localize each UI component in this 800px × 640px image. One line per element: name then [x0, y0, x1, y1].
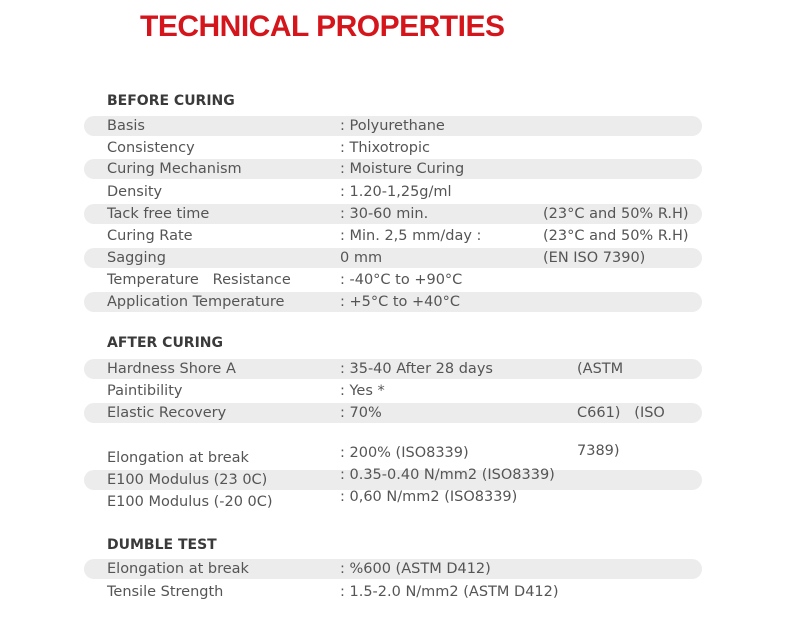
property-label: Sagging — [107, 250, 166, 266]
property-row — [84, 159, 702, 179]
section-heading-dumble-test: DUMBLE TEST — [107, 537, 217, 553]
property-label: Temperature Resistance — [107, 272, 291, 288]
property-label: Curing Mechanism — [107, 161, 242, 177]
property-value: : 35-40 After 28 days — [340, 361, 493, 377]
property-value: : Yes * — [340, 383, 385, 399]
property-row — [84, 403, 702, 423]
property-value: 0 mm — [340, 250, 383, 266]
property-note: 7389) — [577, 443, 620, 459]
property-label: Consistency — [107, 140, 195, 156]
property-row — [84, 248, 702, 268]
property-value: : -40°C to +90°C — [340, 272, 463, 288]
property-value: : Moisture Curing — [340, 161, 465, 177]
property-value: : %600 (ASTM D412) — [340, 561, 491, 577]
property-row — [84, 489, 702, 512]
property-value: : 1.5-2.0 N/mm2 (ASTM D412) — [340, 584, 559, 600]
property-row — [84, 116, 702, 136]
property-value: : Thixotropic — [340, 140, 430, 156]
property-note: (ASTM — [577, 361, 624, 377]
property-row — [84, 467, 702, 490]
property-row — [84, 559, 702, 579]
property-label: Elongation at break — [107, 450, 249, 466]
property-label: Tensile Strength — [107, 584, 224, 600]
property-value: : Polyurethane — [340, 118, 445, 134]
property-row — [84, 292, 702, 312]
property-label: E100 Modulus (-20 0C) — [107, 494, 273, 510]
property-row — [84, 182, 702, 202]
property-row — [84, 204, 702, 224]
section-heading-after-curing: AFTER CURING — [107, 335, 224, 351]
property-note: (23°C and 50% R.H) — [543, 206, 689, 222]
property-label: Hardness Shore A — [107, 361, 236, 377]
property-note: C661) (ISO — [577, 405, 665, 421]
property-label: Elongation at break — [107, 561, 249, 577]
property-label: Curing Rate — [107, 228, 193, 244]
property-note: (23°C and 50% R.H) — [543, 228, 689, 244]
property-label: Density — [107, 184, 163, 200]
property-label: Paintibility — [107, 383, 183, 399]
property-value: : +5°C to +40°C — [340, 294, 460, 310]
property-row — [84, 445, 702, 468]
page-title: TECHNICAL PROPERTIES — [140, 10, 505, 43]
property-row — [84, 270, 702, 290]
property-value: : 0.35-0.40 N/mm2 (ISO8339) — [340, 467, 555, 483]
property-value: : 1.20-1,25g/ml — [340, 184, 452, 200]
property-label: Basis — [107, 118, 145, 134]
property-label: Application Temperature — [107, 294, 285, 310]
property-row — [84, 359, 702, 379]
property-note: (EN ISO 7390) — [543, 250, 646, 266]
property-value: : 200% (ISO8339) — [340, 445, 469, 461]
property-value: : 30-60 min. — [340, 206, 429, 222]
property-label: E100 Modulus (23 0C) — [107, 472, 268, 488]
property-value: : 70% — [340, 405, 382, 421]
property-row — [84, 381, 702, 401]
property-label: Tack free time — [107, 206, 210, 222]
property-row — [84, 226, 702, 246]
property-value: : Min. 2,5 mm/day : — [340, 228, 482, 244]
property-row — [84, 582, 702, 602]
property-value: : 0,60 N/mm2 (ISO8339) — [340, 489, 518, 505]
property-row — [84, 138, 702, 158]
property-label: Elastic Recovery — [107, 405, 227, 421]
section-heading-before-curing: BEFORE CURING — [107, 93, 235, 109]
